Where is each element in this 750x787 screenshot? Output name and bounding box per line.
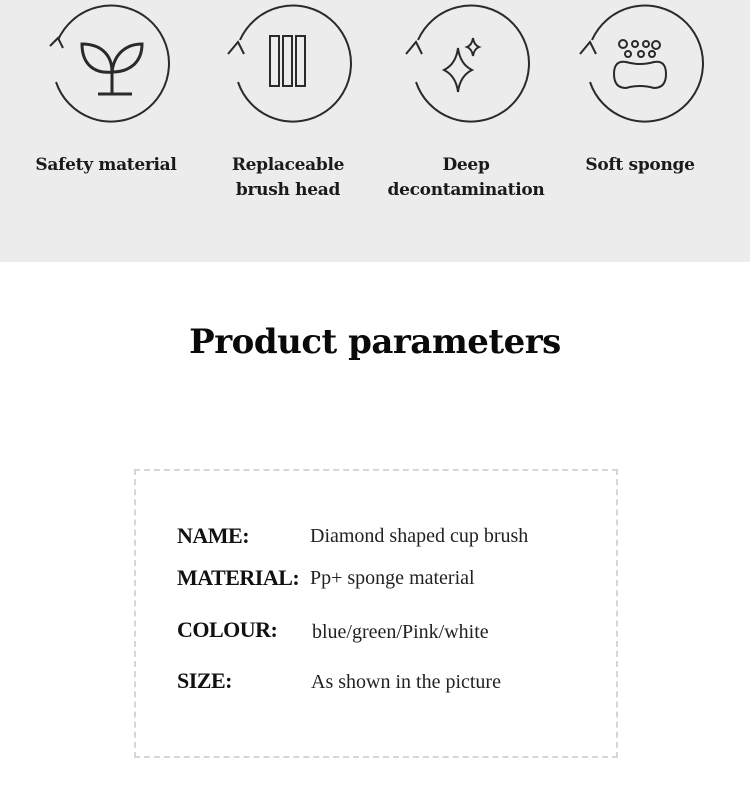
brush-head-icon — [270, 36, 305, 86]
feature-safety-material — [16, 0, 196, 262]
param-value: blue/green/Pink/white — [312, 621, 489, 643]
param-row-size — [136, 668, 620, 698]
param-row-name — [136, 523, 620, 553]
sparkle-icon — [444, 38, 479, 92]
feature-soft-sponge — [550, 0, 730, 262]
feature-label — [376, 153, 556, 203]
feature-label — [550, 153, 730, 178]
feature-label-line1: Safety material — [35, 155, 177, 175]
param-label: COLOUR: — [177, 617, 278, 642]
features-band — [0, 0, 750, 262]
param-label: NAME: — [177, 523, 250, 548]
param-value: As shown in the picture — [311, 671, 501, 693]
feature-label-line1: Replaceable — [231, 155, 345, 175]
feature-label-line2: brush head — [235, 180, 341, 200]
feature-label — [198, 153, 378, 203]
circular-arrow-icon — [16, 2, 196, 132]
feature-label — [16, 153, 196, 178]
param-value: Diamond shaped cup brush — [310, 525, 529, 547]
page-title: Product parameters — [189, 322, 561, 362]
param-label: SIZE: — [177, 668, 232, 693]
sponge-icon — [614, 40, 666, 88]
param-value: Pp+ sponge material — [310, 567, 475, 589]
feature-label-line1: Deep — [442, 155, 490, 175]
param-row-colour — [136, 617, 620, 647]
sprout-icon — [82, 44, 142, 94]
feature-label-line1: Soft sponge — [585, 155, 695, 175]
param-label: MATERIAL: — [177, 565, 300, 590]
circular-arrow-icon — [198, 2, 378, 132]
feature-replaceable-brush-head — [198, 0, 378, 262]
circular-arrow-icon — [376, 2, 556, 132]
param-row-material — [136, 565, 620, 595]
parameters-box — [134, 469, 618, 758]
feature-label-line2: decontamination — [387, 180, 545, 200]
feature-deep-decontamination — [376, 0, 556, 262]
circular-arrow-icon — [550, 2, 730, 132]
